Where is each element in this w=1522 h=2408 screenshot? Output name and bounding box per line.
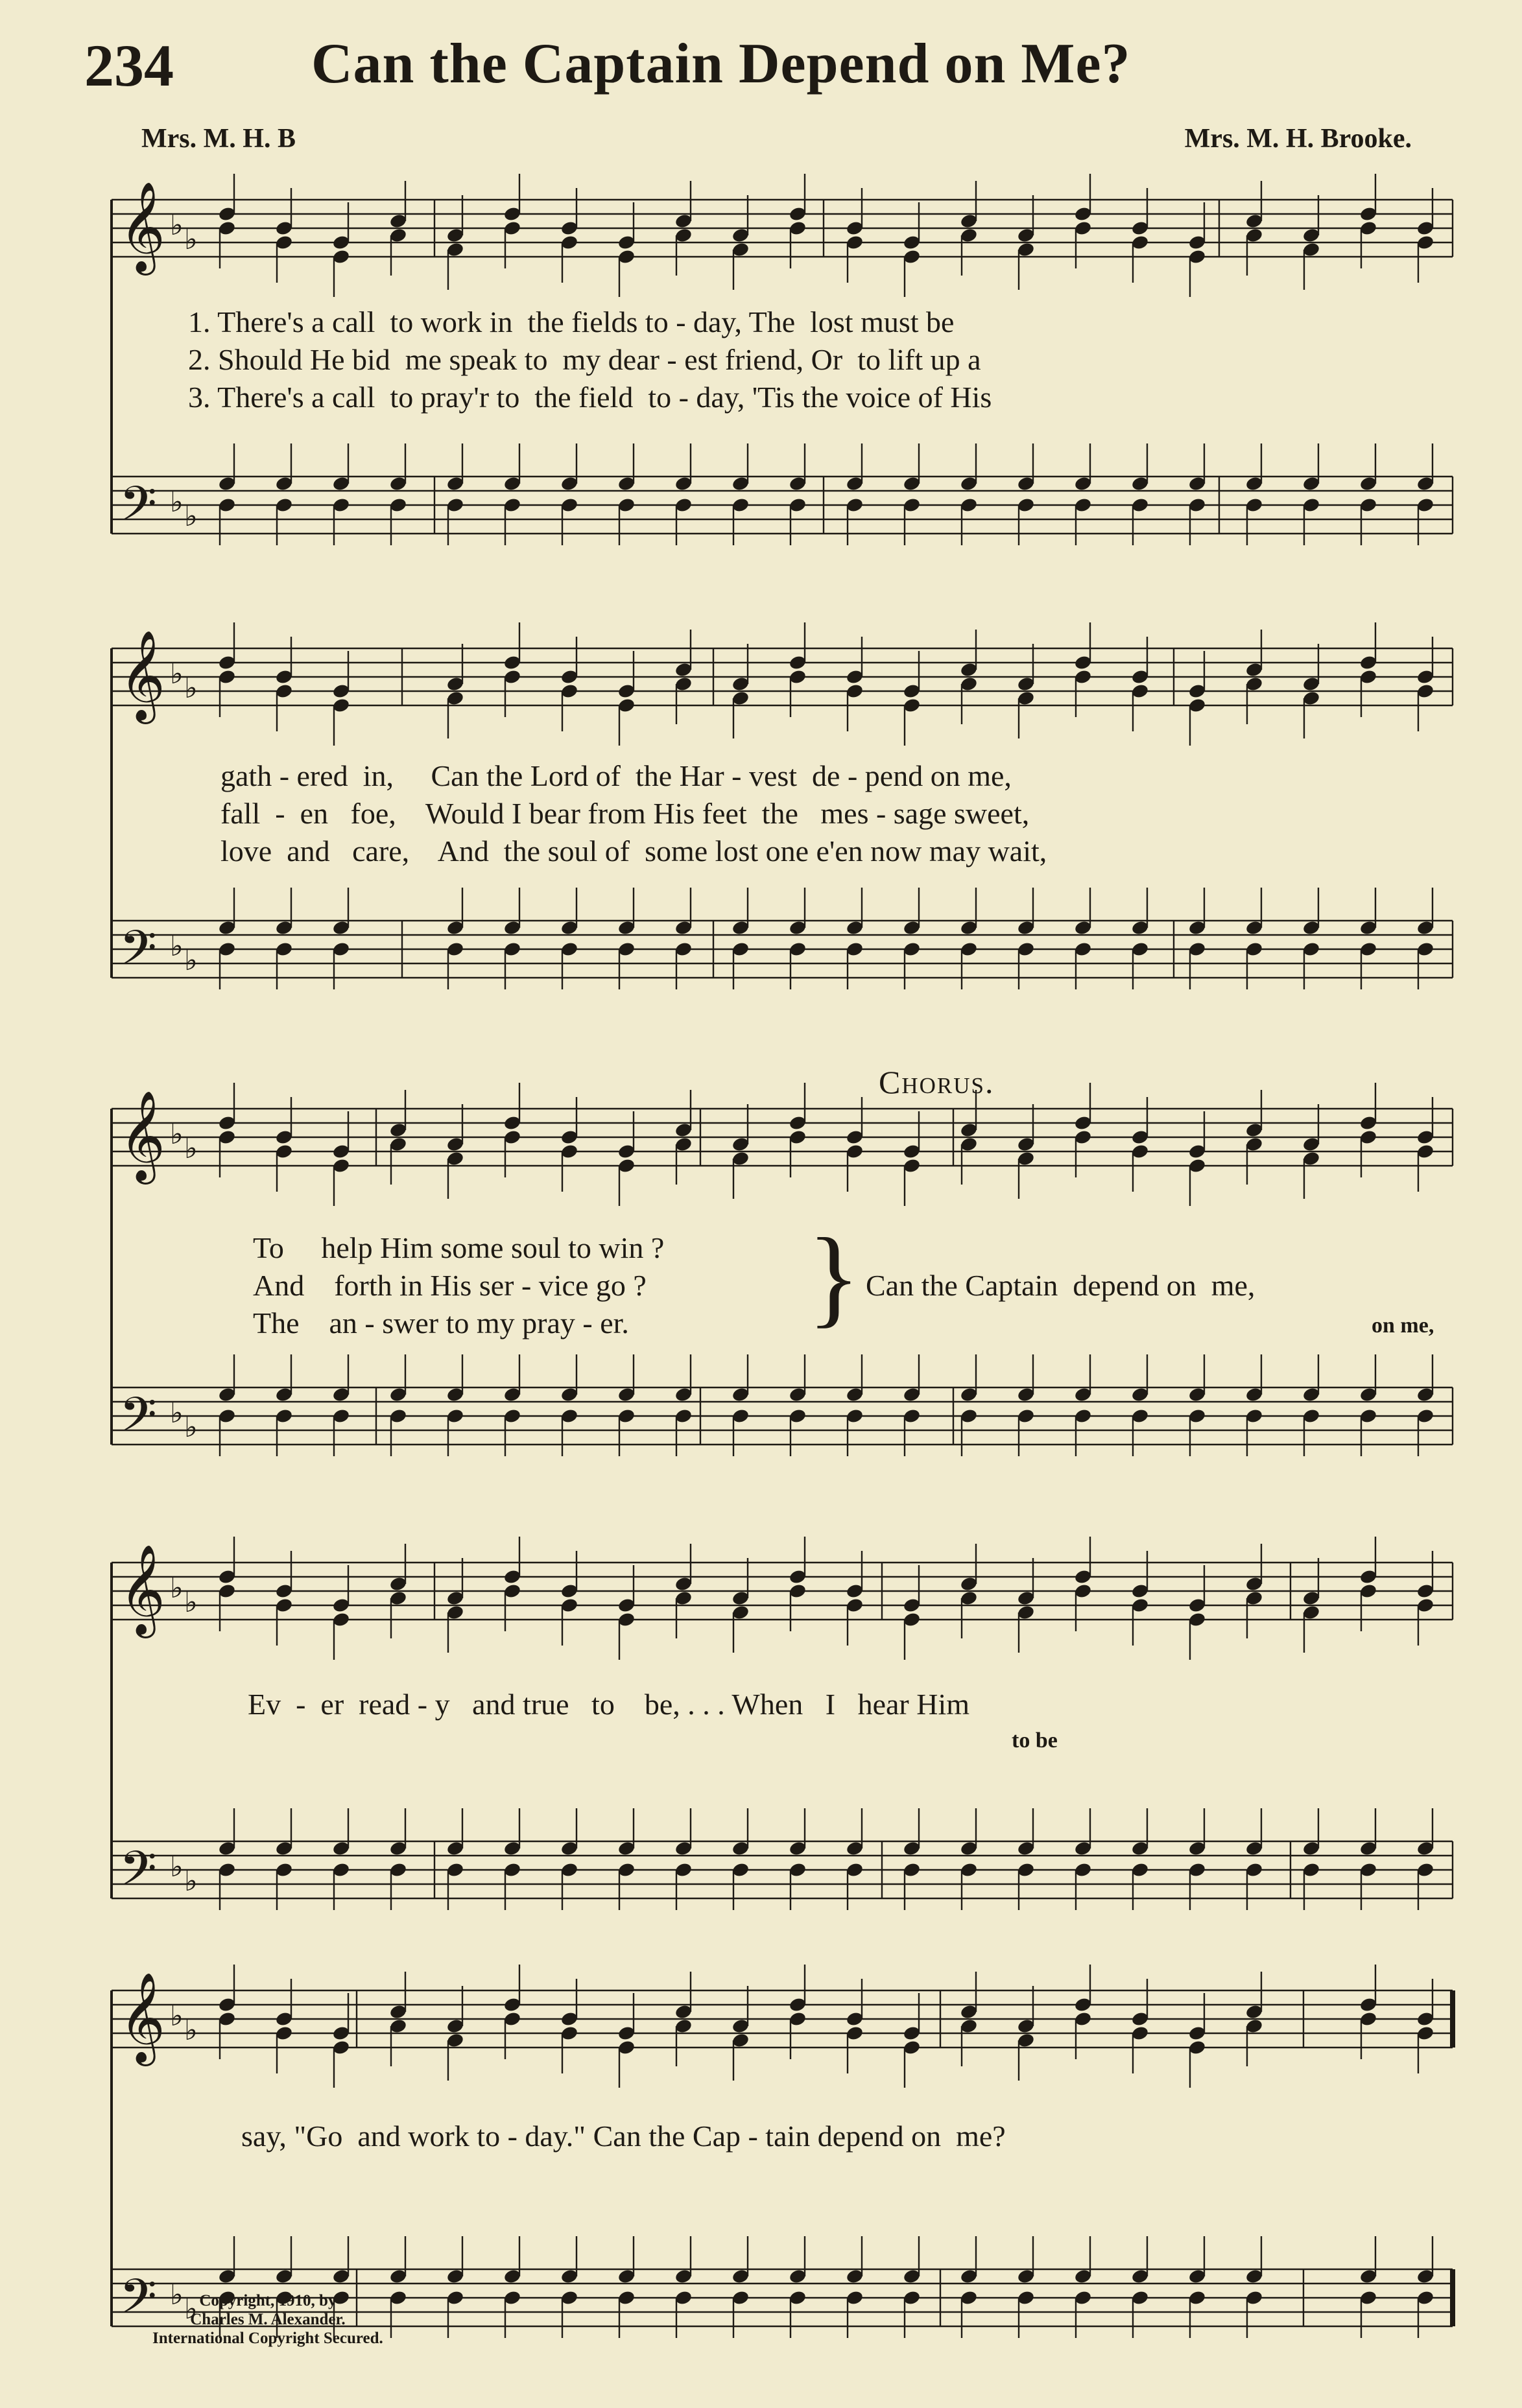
treble-staff (112, 1544, 1453, 1638)
flat-icon: ♭ (184, 1865, 198, 1898)
bass-clef-icon: 𝄢 (119, 1387, 157, 1455)
flat-icon: ♭ (184, 2014, 198, 2047)
treble-clef-icon: 𝄞 (119, 1972, 165, 2062)
flat-icon: ♭ (184, 944, 198, 977)
echo-lyric: on me, (1372, 1314, 1434, 1338)
music-system (97, 1517, 1466, 1919)
music-system (97, 169, 1466, 558)
lyric-line: say, "Go and work to - day." Can the Cap - tain depend on me? (241, 2119, 1006, 2153)
flat-icon: ♭ (184, 223, 198, 256)
lyric-line: fall - en foe, Would I bear from His feet the mes - sage sweet, (220, 797, 1030, 830)
flat-icon: ♭ (184, 500, 198, 533)
treble-clef-icon: 𝄞 (119, 1091, 165, 1181)
music-system (97, 603, 1466, 1044)
lyric-line: love and care, And the soul of some lost one e'en now may wait, (220, 834, 1047, 868)
chorus-lyric-line: Can the Captain depend on me, (866, 1269, 1255, 1302)
treble-clef-icon: 𝄞 (119, 1544, 165, 1635)
words-credit: Mrs. M. H. B (141, 124, 296, 154)
flat-icon: ♭ (184, 2293, 198, 2326)
lyric-line: 1. There's a call to work in the fields to - day, The lost must be (188, 305, 955, 338)
treble-staff (112, 1972, 1453, 2066)
flat-icon: ♭ (170, 486, 184, 519)
lyric-line: To help Him some soul to win ? (253, 1231, 665, 1264)
flat-icon: ♭ (170, 1397, 184, 1430)
copyright-line: Charles M. Alexander. (190, 2310, 346, 2328)
bass-clef-icon: 𝄢 (119, 476, 157, 544)
treble-staff (112, 630, 1453, 724)
bass-clef-icon: 𝄢 (119, 920, 157, 988)
flat-icon: ♭ (184, 1411, 198, 1444)
flat-icon: ♭ (170, 209, 184, 242)
music-system (97, 1063, 1466, 1504)
flat-icon: ♭ (170, 657, 184, 691)
treble-clef-icon: 𝄞 (119, 630, 165, 720)
chorus-label: Chorus. (879, 1064, 995, 1100)
flat-icon: ♭ (170, 2000, 184, 2033)
flat-icon: ♭ (170, 1850, 184, 1883)
hymn-title: Can the Captain Depend on Me? (311, 32, 1131, 95)
flat-icon: ♭ (170, 930, 184, 963)
lyric-line: gath - ered in, Can the Lord of the Har - vest de - pend on me, (220, 759, 1012, 792)
treble-clef-icon: 𝄞 (119, 182, 165, 272)
music-credit: Mrs. M. H. Brooke. (1184, 124, 1412, 154)
lyric-line: 2. Should He bid me speak to my dear - est friend, Or to lift up a (188, 343, 981, 376)
flat-icon: ♭ (184, 1586, 198, 1619)
bass-clef-icon: 𝄢 (119, 2269, 157, 2337)
flat-icon: ♭ (184, 1132, 198, 1165)
lyric-line: 3. There's a call to pray'r to the field to - day, 'Tis the voice of His (188, 381, 992, 414)
flat-icon: ♭ (170, 1572, 184, 1605)
lyric-brace: } (807, 1216, 861, 1338)
lyric-line: Ev - er read - y and true to be, . . . When I hear Him (248, 1688, 970, 1721)
flat-icon: ♭ (170, 2278, 184, 2311)
treble-staff (112, 1091, 1453, 1185)
hymn-number: 234 (84, 32, 174, 99)
copyright-line: Copyright, 1910, by (199, 2292, 337, 2309)
alto-lyric-note: to be (1012, 1729, 1058, 1753)
treble-staff (112, 182, 1453, 276)
lyric-line: And forth in His ser - vice go ? (253, 1269, 647, 1302)
flat-icon: ♭ (170, 1118, 184, 1151)
flat-icon: ♭ (184, 672, 198, 705)
bass-clef-icon: 𝄢 (119, 1841, 157, 1909)
copyright-notice (152, 2292, 383, 2348)
lyric-line: The an - swer to my pray - er. (253, 1306, 629, 1340)
copyright-line: International Copyright Secured. (152, 2329, 383, 2347)
